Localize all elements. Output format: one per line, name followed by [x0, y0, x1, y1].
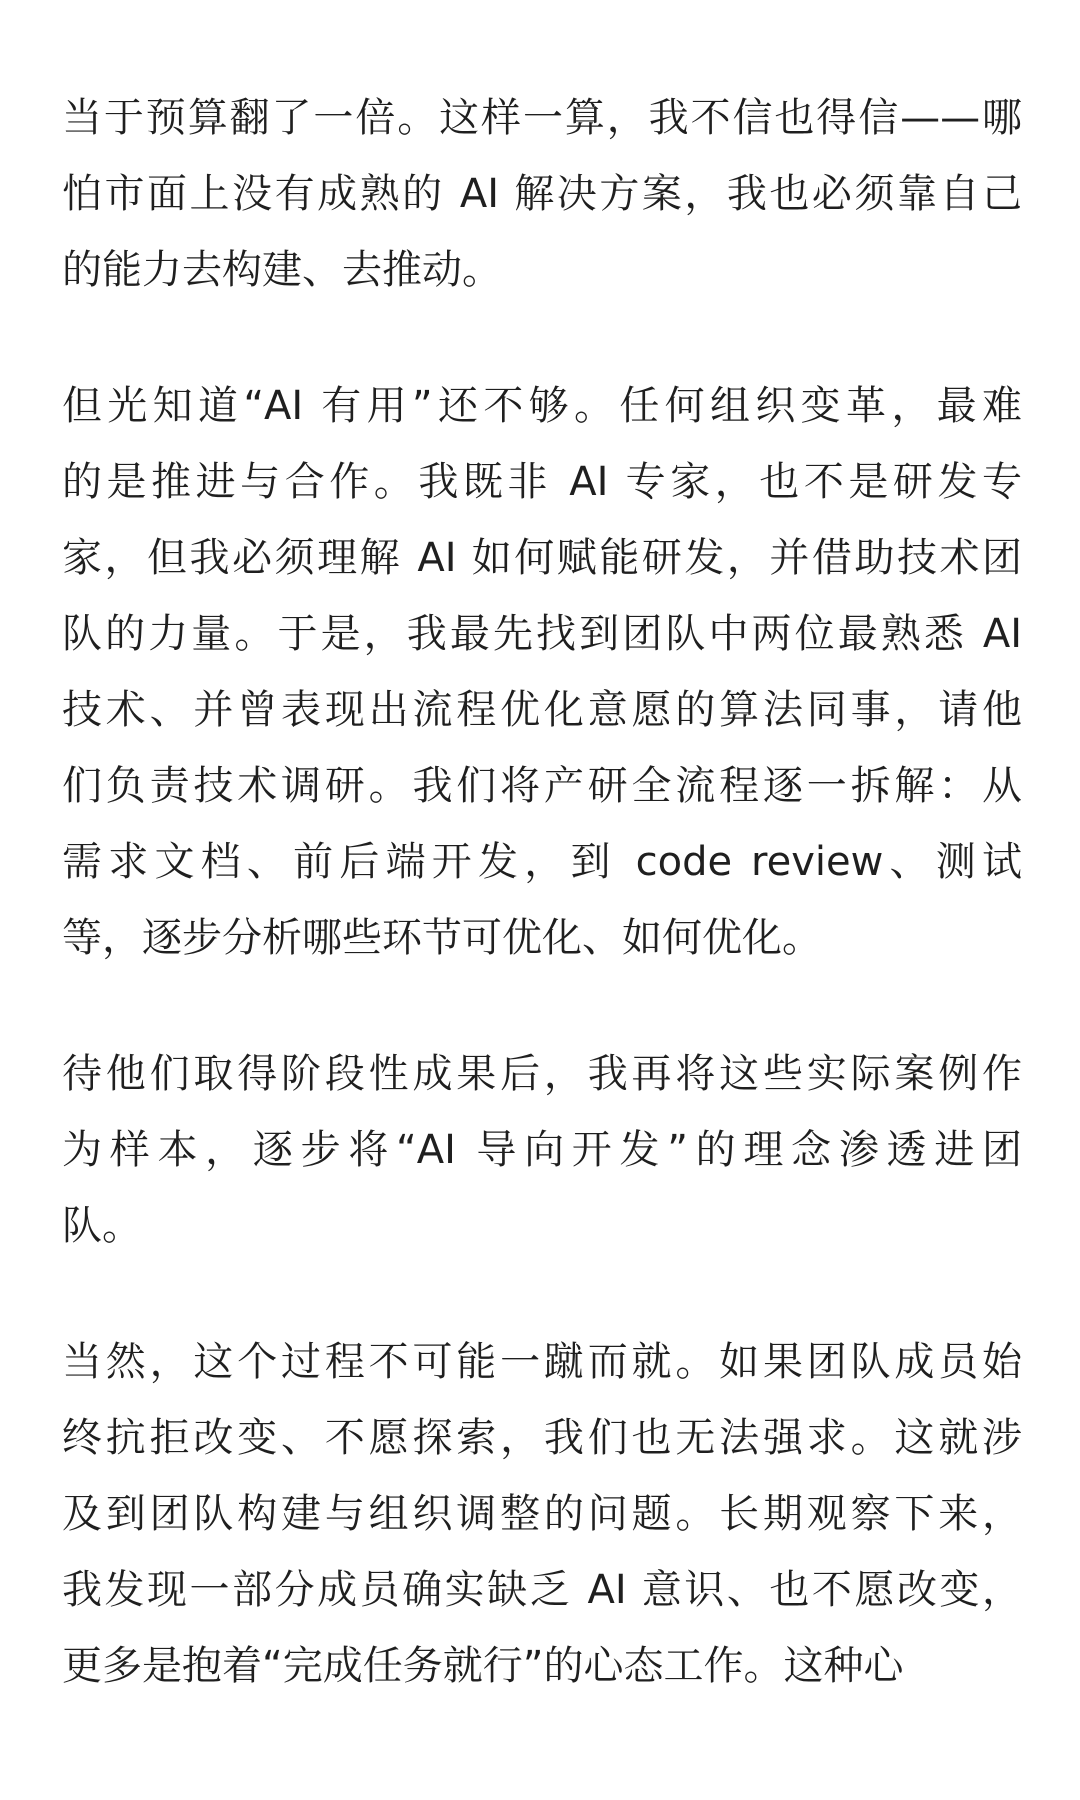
text-line: 但光知道“AI 有用”还不够。任何组织变革，最难 [62, 383, 1022, 429]
text-line: 当于预算翻了一倍。这样一算，我不信也得信——哪 [62, 95, 1022, 141]
text-line: 怕市面上没有成熟的 AI 解决方案，我也必须靠自己 [62, 171, 1022, 217]
text-line: 家，但我必须理解 AI 如何赋能研发，并借助技术团 [62, 535, 1022, 581]
paragraph-2 [62, 368, 1022, 976]
text-line: 等，逐步分析哪些环节可优化、如何优化。 [62, 915, 822, 961]
article-body [62, 80, 1022, 1764]
text-line: 为样本，逐步将“AI 导向开发”的理念渗透进团 [62, 1127, 1022, 1173]
paragraph-1 [62, 80, 1022, 308]
text-line: 终抗拒改变、不愿探索，我们也无法强求。这就涉 [62, 1415, 1022, 1461]
paragraph-3 [62, 1036, 1022, 1264]
text-line: 队。 [62, 1203, 142, 1249]
text-line: 待他们取得阶段性成果后，我再将这些实际案例作 [62, 1051, 1022, 1097]
text-line: 需求文档、前后端开发，到 code review、测试 [62, 839, 1022, 885]
text-line: 的能力去构建、去推动。 [62, 247, 502, 293]
text-line: 更多是抱着“完成任务就行”的心态工作。这种心 [62, 1643, 904, 1689]
text-line: 的是推进与合作。我既非 AI 专家，也不是研发专 [62, 459, 1022, 505]
text-line: 技术、并曾表现出流程优化意愿的算法同事，请他 [62, 687, 1022, 733]
text-line: 们负责技术调研。我们将产研全流程逐一拆解：从 [62, 763, 1022, 809]
paragraph-4 [62, 1324, 1022, 1704]
text-line: 当然，这个过程不可能一蹴而就。如果团队成员始 [62, 1339, 1022, 1385]
text-line: 我发现一部分成员确实缺乏 AI 意识、也不愿改变， [62, 1567, 1022, 1613]
text-line: 队的力量。于是，我最先找到团队中两位最熟悉 AI [62, 611, 1022, 657]
text-line: 及到团队构建与组织调整的问题。长期观察下来， [62, 1491, 1022, 1537]
